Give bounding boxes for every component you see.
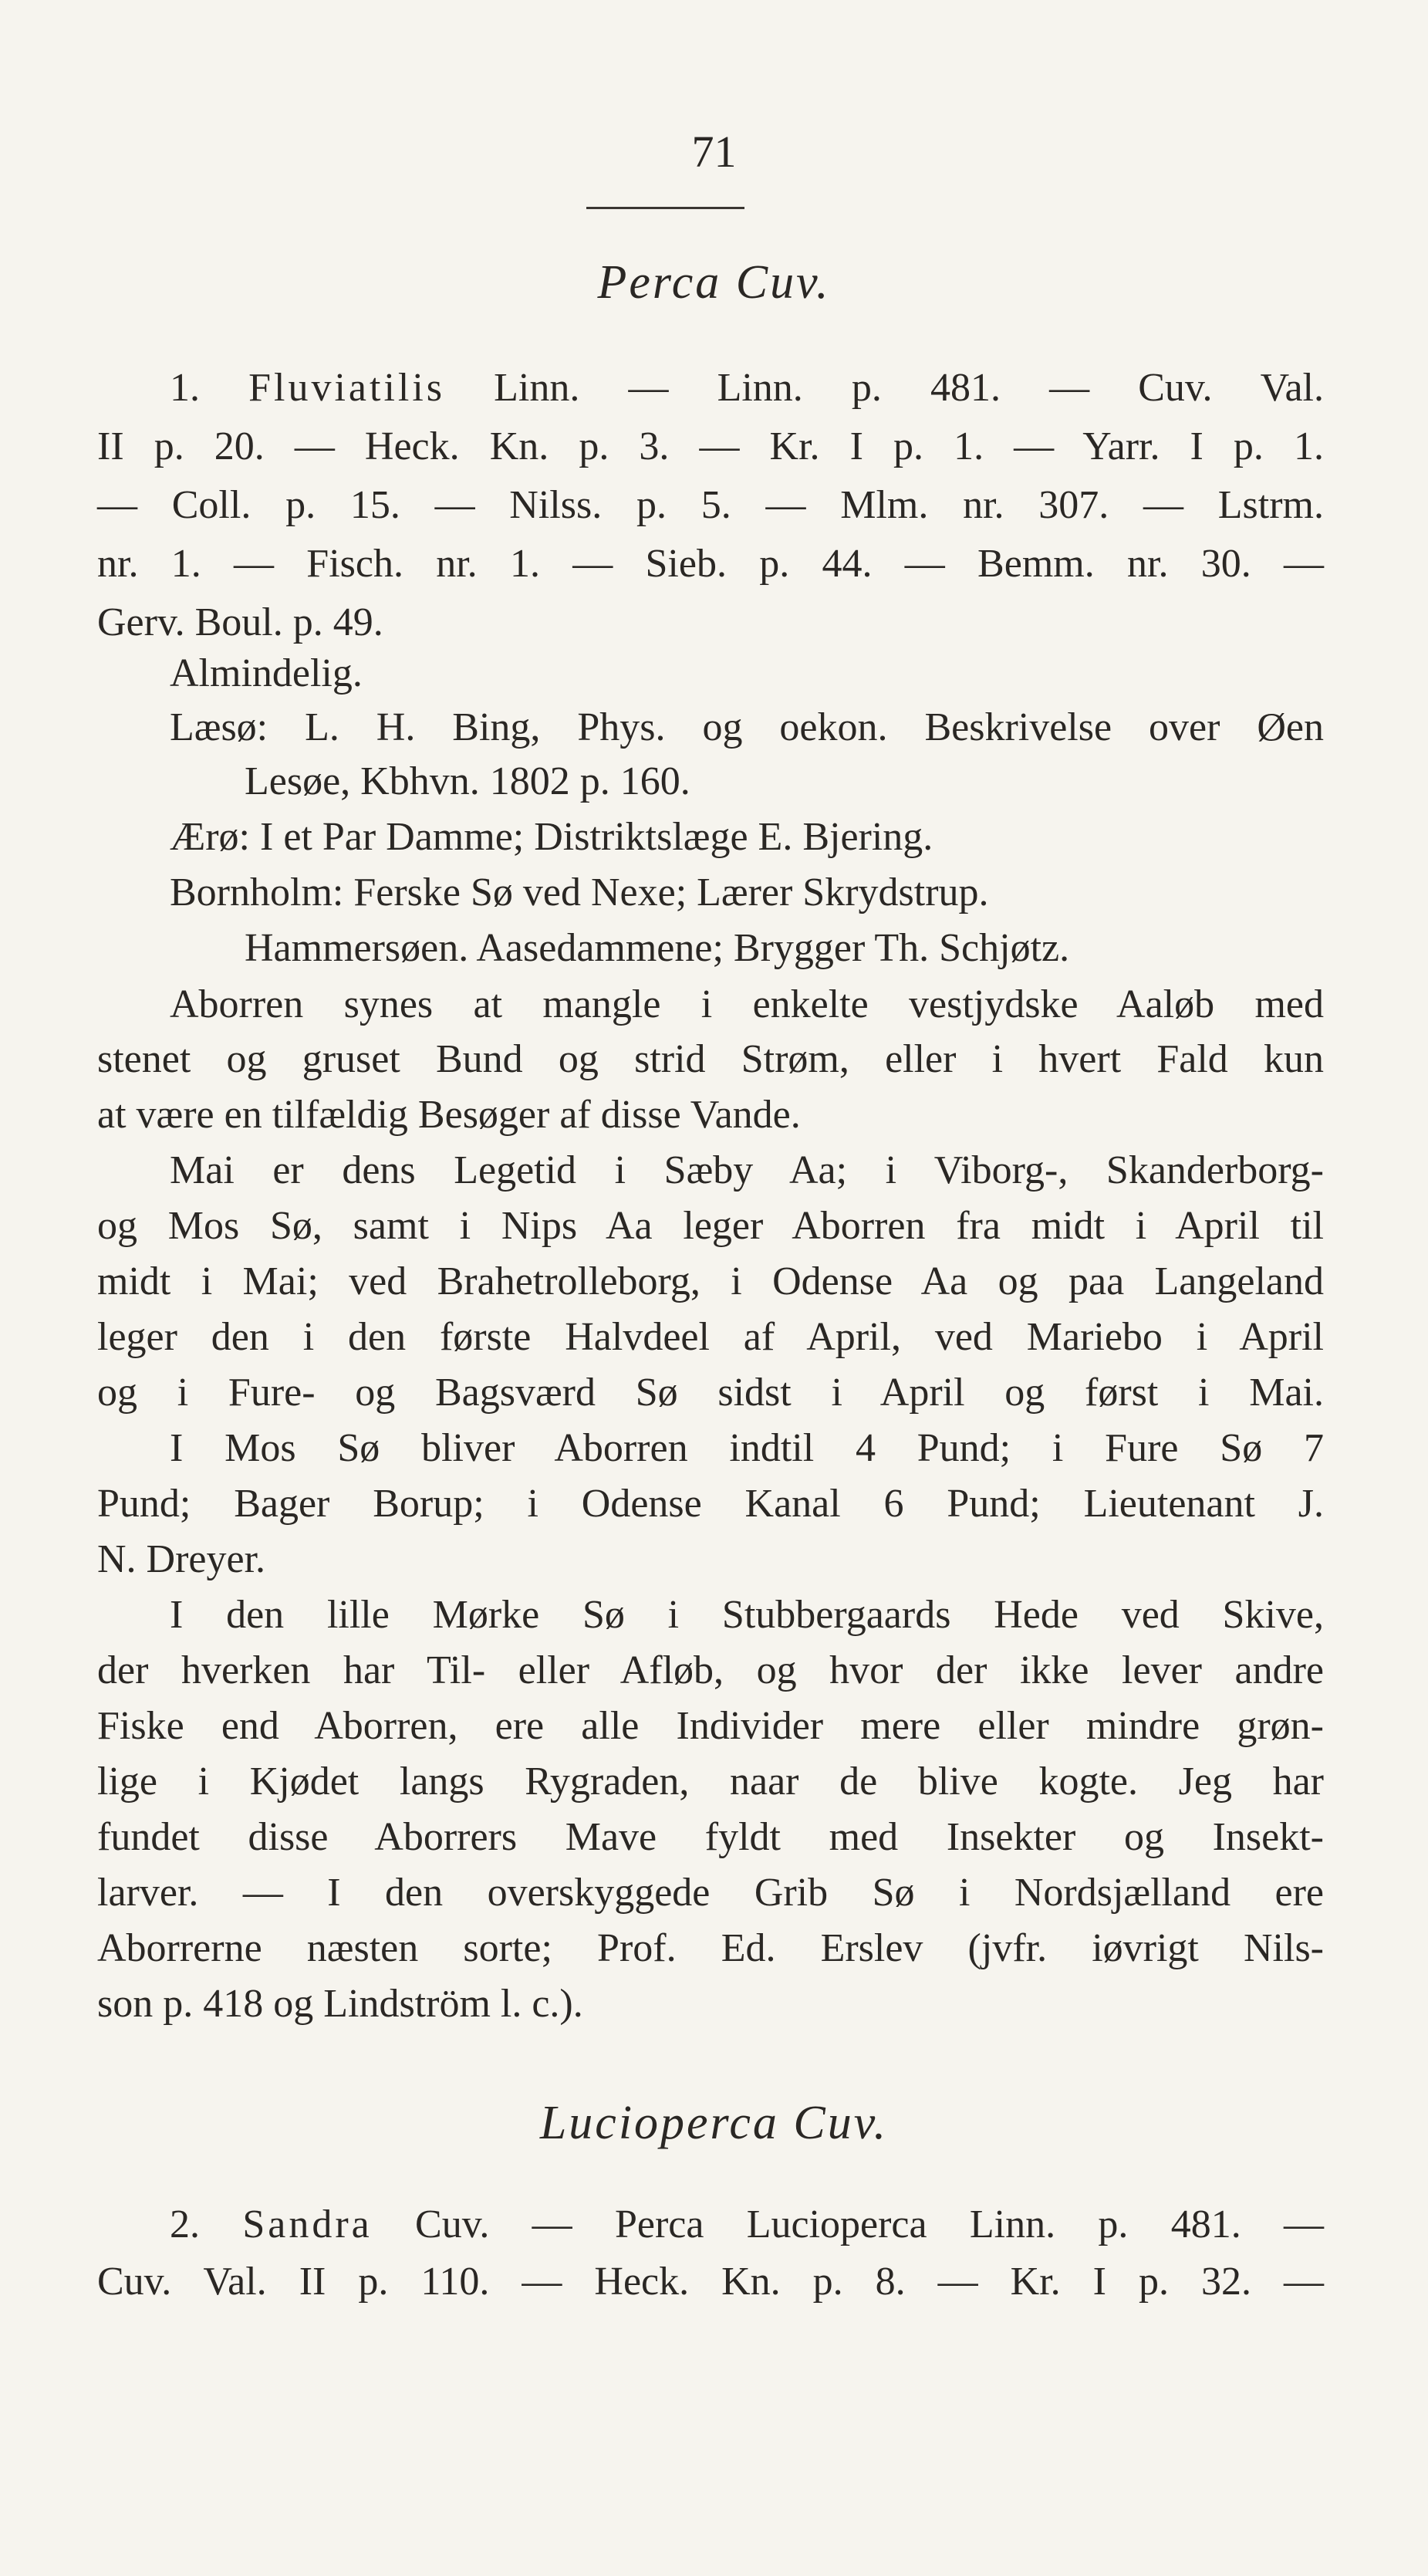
text-line: Pund; Bager Borup; i Odense Kanal 6 Pund; Lieutenant J. — [97, 1482, 1324, 1526]
text-line: at være en tilfældig Besøger af disse Vande. — [97, 1093, 801, 1137]
text-line: og Mos Sø, samt i Nips Aa leger Aborren fra midt i April til — [97, 1204, 1324, 1248]
synonymy-text: Linn. — Linn. p. 481. — Cuv. Val. — [494, 366, 1324, 410]
text-line: I den lille Mørke Sø i Stubbergaards Hede ved Skive, — [170, 1593, 1324, 1637]
text-line: fundet disse Aborrers Mave fyldt med Insekter og Insekt- — [97, 1815, 1324, 1859]
text-line: Mai er dens Legetid i Sæby Aa; i Viborg-, Skanderborg- — [170, 1148, 1324, 1192]
text-line: larver. — I den overskyggede Grib Sø i Nordsjælland ere — [97, 1871, 1324, 1915]
entry-2-line-1 — [170, 2199, 1324, 2250]
text-line: Aborrerne næsten sorte; Prof. Ed. Erslev (jvfr. iøvrigt Nils- — [97, 1926, 1324, 1970]
text-line: og i Fure- og Bagsværd Sø sidst i April og først i Mai. — [97, 1371, 1324, 1415]
text-line: leger den i den første Halvdeel af April, ved Mariebo i April — [97, 1315, 1324, 1359]
entry-number: 1. — [170, 366, 200, 410]
entry-1-line-5: Gerv. Boul. p. 49. — [97, 600, 383, 644]
text-line: son p. 418 og Lindström l. c.). — [97, 1982, 583, 2026]
page-number: 71 — [691, 127, 737, 177]
text-line: N. Dreyer. — [97, 1537, 266, 1581]
text-line: der hverken har Til- eller Afløb, og hvor der ikke lever andre — [97, 1648, 1324, 1692]
synonymy-text: Cuv. — Perca Lucioperca Linn. p. 481. — — [415, 2202, 1325, 2246]
section-heading-lucioperca: Lucioperca Cuv. — [539, 2097, 889, 2149]
text-line: I Mos Sø bliver Aborren indtil 4 Pund; i Fure Sø 7 — [170, 1426, 1324, 1470]
text-line: Aborren synes at mangle i enkelte vestjydske Aaløb med — [170, 982, 1324, 1026]
entry-1-line-1 — [170, 363, 1324, 414]
entry-2-line-2: Cuv. Val. II p. 110. — Heck. Kn. p. 8. — Kr. I p. 32. — — [97, 2260, 1324, 2304]
page-number-rule — [586, 207, 744, 209]
text-line: Almindelig. — [170, 651, 363, 695]
text-line: Bornholm: Ferske Sø ved Nexe; Lærer Skrydstrup. — [170, 870, 989, 914]
text-line: Hammersøen. Aasedammene; Brygger Th. Schjøtz. — [245, 926, 1070, 970]
text-line: Fiske end Aborren, ere alle Individer mere eller mindre grøn- — [97, 1704, 1324, 1748]
text-line: midt i Mai; ved Brahetrolleborg, i Odense Aa og paa Langeland — [97, 1259, 1324, 1303]
entry-1-line-3: — Coll. p. 15. — Nilss. p. 5. — Mlm. nr. 307. — Lstrm. — [97, 483, 1324, 527]
text-line: stenet og gruset Bund og strid Strøm, eller i hvert Fald kun — [97, 1037, 1324, 1081]
species-name: Fluviatilis — [248, 366, 446, 410]
section-heading-perca: Perca Cuv. — [597, 256, 831, 309]
text-line: Læsø: L. H. Bing, Phys. og oekon. Beskrivelse over Øen — [170, 705, 1324, 749]
entry-number: 2. — [170, 2202, 200, 2246]
text-line: Lesøe, Kbhvn. 1802 p. 160. — [245, 759, 690, 803]
text-line: lige i Kjødet langs Rygraden, naar de blive kogte. Jeg har — [97, 1760, 1324, 1804]
species-name: Sandra — [242, 2202, 373, 2246]
entry-1-line-4: nr. 1. — Fisch. nr. 1. — Sieb. p. 44. — Bemm. nr. 30. — — [97, 542, 1324, 586]
entry-1-line-2: II p. 20. — Heck. Kn. p. 3. — Kr. I p. 1. — Yarr. I p. 1. — [97, 424, 1324, 468]
text-line: Ærø: I et Par Damme; Distriktslæge E. Bjering. — [170, 815, 933, 859]
